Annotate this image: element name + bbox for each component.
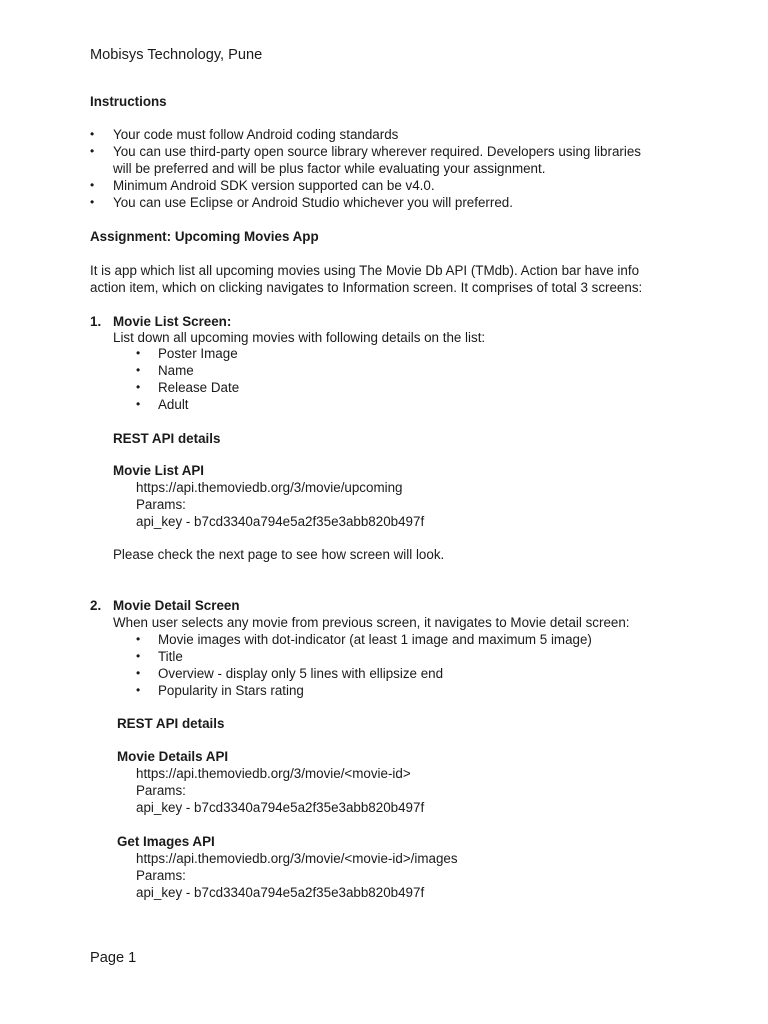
section-number: 1. [90,314,102,329]
bullet-marker: • [136,632,141,646]
api-params-label: Params: [136,783,186,798]
list-item: Poster Image [158,346,238,361]
movie-list-screen-title: Movie List Screen: [113,314,232,329]
rest-api-heading: REST API details [117,716,225,731]
bullet-marker: • [136,346,141,360]
bullet-marker: • [136,683,141,697]
api-key: api_key - b7cd3340a794e5a2f35e3abb820b497f [136,800,425,815]
api-key: api_key - b7cd3340a794e5a2f35e3abb820b497f [136,885,425,900]
page-number: Page 1 [90,950,137,966]
instruction-line: Your code must follow Android coding standards [113,127,399,142]
assignment-intro-line: action item, which on clicking navigates to Information screen. It comprises of total 3 screens: [90,280,643,295]
assignment-heading: Assignment: Upcoming Movies App [90,229,319,244]
bullet-marker: • [136,666,141,680]
instruction-line: You can use third-party open source library wherever required. Developers using libraries [113,144,641,159]
assignment-intro-line: It is app which list all upcoming movies using The Movie Db API (TMdb). Action bar have info [90,263,640,278]
get-images-api-name: Get Images API [117,834,215,849]
list-item: Adult [158,397,189,412]
bullet-marker: • [136,397,141,411]
list-item: Title [158,649,183,664]
bullet-marker: • [90,127,95,141]
rest-api-heading: REST API details [113,431,221,446]
api-url: https://api.themoviedb.org/3/movie/<movie-id>/images [136,851,458,866]
instruction-line: will be preferred and will be plus factor while evaluating your assignment. [113,161,546,176]
api-params-label: Params: [136,868,186,883]
movie-details-api-name: Movie Details API [117,749,229,764]
movie-detail-screen-title: Movie Detail Screen [113,598,240,613]
list-item: Name [158,363,194,378]
bullet-marker: • [90,178,95,192]
api-url: https://api.themoviedb.org/3/movie/<movie-id> [136,766,411,781]
list-item: Popularity in Stars rating [158,683,304,698]
instruction-line: You can use Eclipse or Android Studio whichever you will preferred. [113,195,513,210]
bullet-marker: • [136,363,141,377]
bullet-marker: • [90,144,95,158]
api-url: https://api.themoviedb.org/3/movie/upcoming [136,480,403,495]
list-item: Release Date [158,380,240,395]
section-number: 2. [90,598,102,613]
screen-note: Please check the next page to see how screen will look. [113,547,445,562]
movie-detail-description: When user selects any movie from previous screen, it navigates to Movie detail screen: [113,615,630,630]
movie-list-description: List down all upcoming movies with following details on the list: [113,330,486,345]
bullet-marker: • [90,195,95,209]
api-params-label: Params: [136,497,186,512]
list-item: Overview - display only 5 lines with ellipsize end [158,666,444,681]
api-key: api_key - b7cd3340a794e5a2f35e3abb820b497f [136,514,425,529]
instructions-heading: Instructions [90,94,167,109]
bullet-marker: • [136,649,141,663]
page-header: Mobisys Technology, Pune [90,47,263,63]
bullet-marker: • [136,380,141,394]
movie-list-api-name: Movie List API [113,463,205,478]
list-item: Movie images with dot-indicator (at least 1 image and maximum 5 image) [158,632,592,647]
instruction-line: Minimum Android SDK version supported can be v4.0. [113,178,435,193]
